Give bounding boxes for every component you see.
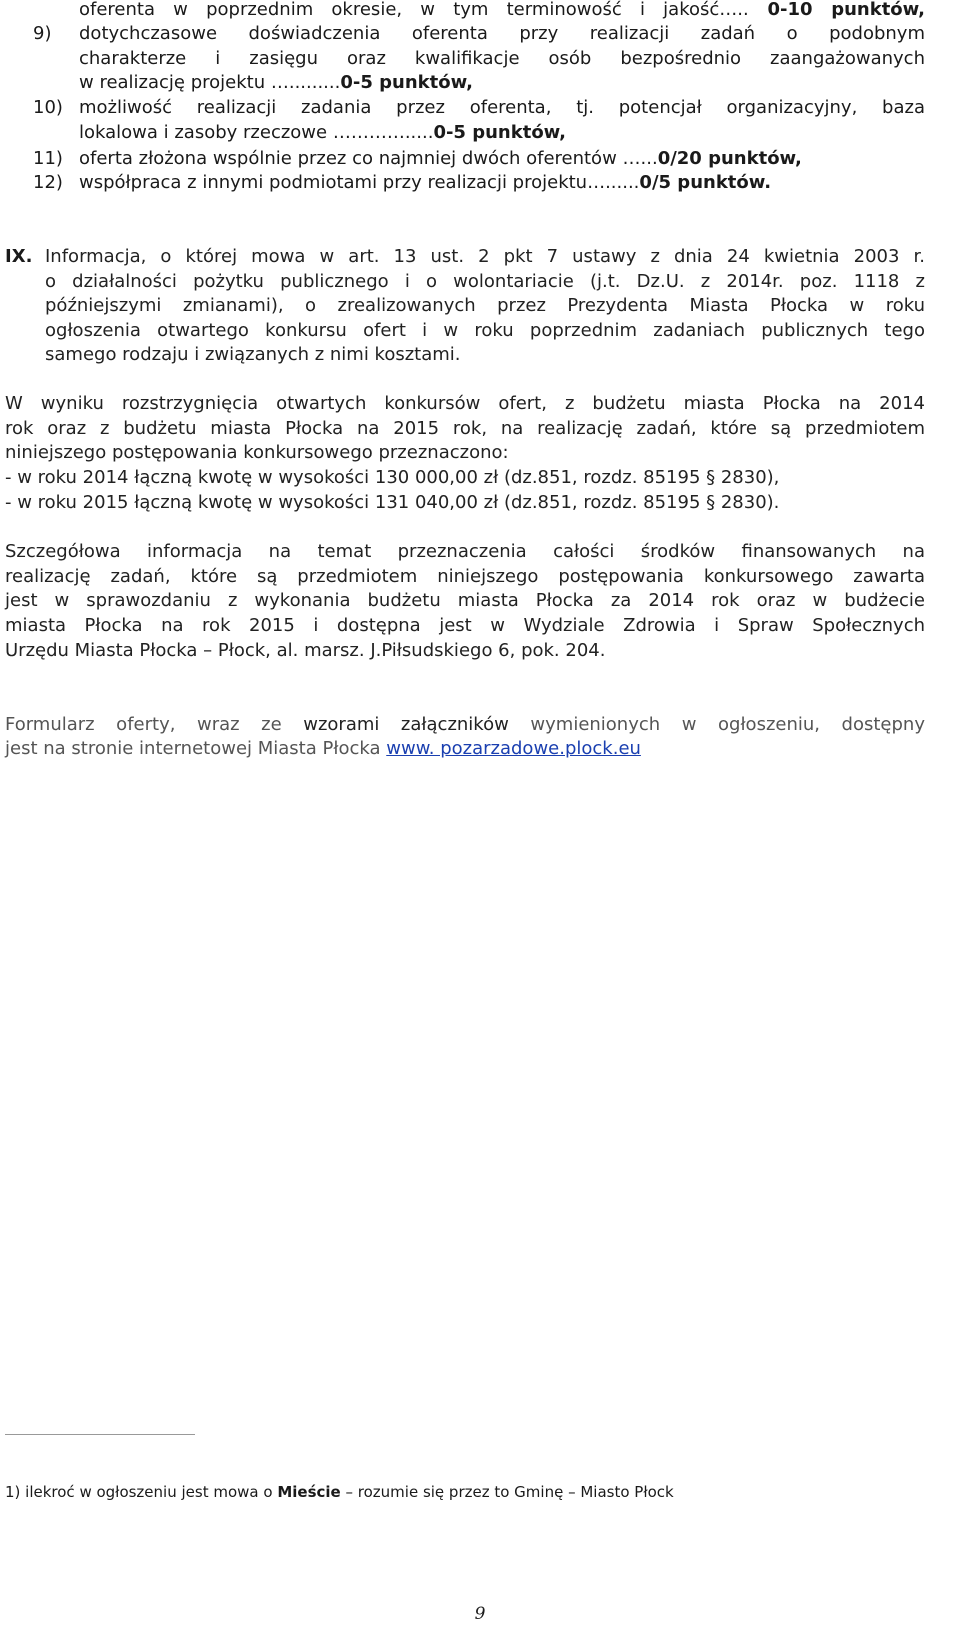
page-number: 9 xyxy=(474,1604,486,1624)
criteria-number-10: 10) xyxy=(33,97,63,118)
budget-line-3: niniejszego postępowania konkursowego przeznaczono: xyxy=(5,442,509,463)
detail-line-5: Urzędu Miasta Płocka – Płock, al. marsz. J.Piłsudskiego 6, pok. 204. xyxy=(5,640,606,661)
detail-line-3: jest w sprawozdaniu z wykonania budżetu miasta Płocka za 2014 rok oraz w budżecie xyxy=(5,590,925,611)
criteria-line-3: charakterze i zasięgu oraz kwalifikacje osób bezpośrednio zaangażowanych xyxy=(79,48,925,69)
form-info-line-1: Formularz oferty, wraz ze wzorami załączników wymienionych w ogłoszeniu, dostępny xyxy=(5,714,925,735)
footnote: 1) ilekroć w ogłoszeniu jest mowa o Mieście – rozumie się przez to Gminę – Miasto Płock xyxy=(5,1483,674,1501)
section-ix-line-4: ogłoszenia otwartego konkursu ofert i w roku poprzednim zadaniach publicznych tego xyxy=(45,320,925,341)
criteria-number-12: 12) xyxy=(33,172,63,193)
detail-line-2: realizację zadań, które są przedmiotem niniejszego postępowania konkursowego zawarta xyxy=(5,566,925,587)
section-ix-number: IX. xyxy=(5,246,33,267)
section-ix-line-1: Informacja, o której mowa w art. 13 ust. 2 pkt 7 ustawy z dnia 24 kwietnia 2003 r. xyxy=(45,246,925,267)
section-ix-line-5: samego rodzaju i związanych z nimi kosztami. xyxy=(45,344,461,365)
criteria-number-11: 11) xyxy=(33,148,63,169)
budget-line-2: rok oraz z budżetu miasta Płocka na 2015 rok, na realizację zadań, które są przedmiotem xyxy=(5,418,925,439)
footnote-divider xyxy=(5,1434,195,1435)
attachments-phrase: wzorami załączników xyxy=(303,714,509,735)
section-ix-line-2: o działalności pożytku publicznego i o wolontariacie (j.t. Dz.U. z 2014r. poz. 1118 z xyxy=(45,271,925,292)
criteria-line-7: oferta złożona wspólnie przez co najmniej dwóch oferentów …...0/20 punktów, xyxy=(79,148,802,169)
budget-line-1: W wyniku rozstrzygnięcia otwartych konkursów ofert, z budżetu miasta Płocka na 2014 xyxy=(5,393,925,414)
website-link[interactable]: www. pozarzadowe.plock.eu xyxy=(386,738,641,759)
budget-line-5: - w roku 2015 łączną kwotę w wysokości 131 040,00 zł (dz.851, rozdz. 85195 § 2830). xyxy=(5,492,780,513)
criteria-line-1: oferenta w poprzednim okresie, w tym terminowość i jakość….. 0-10 punktów, xyxy=(79,0,925,20)
criteria-line-2: dotychczasowe doświadczenia oferenta przy realizacji zadań o podobnym xyxy=(79,23,925,44)
form-info-line-2: jest na stronie internetowej Miasta Płocka www. pozarzadowe.plock.eu xyxy=(5,738,641,759)
criteria-line-5: możliwość realizacji zadania przez oferenta, tj. potencjał organizacyjny, baza xyxy=(79,97,925,118)
detail-line-1: Szczegółowa informacja na temat przeznaczenia całości środków finansowanych na xyxy=(5,541,925,562)
budget-line-4: - w roku 2014 łączną kwotę w wysokości 130 000,00 zł (dz.851, rozdz. 85195 § 2830), xyxy=(5,467,780,488)
criteria-line-8: współpraca z innymi podmiotami przy realizacji projektu…......0/5 punktów. xyxy=(79,172,772,193)
criteria-number-9: 9) xyxy=(33,23,52,44)
criteria-line-6: lokalowa i zasoby rzeczowe ………….....0-5 punktów, xyxy=(79,122,566,143)
detail-line-4: miasta Płocka na rok 2015 i dostępna jest w Wydziale Zdrowia i Spraw Społecznych xyxy=(5,615,925,636)
section-ix-line-3: późniejszymi zmianami), o zrealizowanych przez Prezydenta Miasta Płocka w roku xyxy=(45,295,925,316)
criteria-line-4: w realizację projektu ….........0-5 punktów, xyxy=(79,72,473,93)
